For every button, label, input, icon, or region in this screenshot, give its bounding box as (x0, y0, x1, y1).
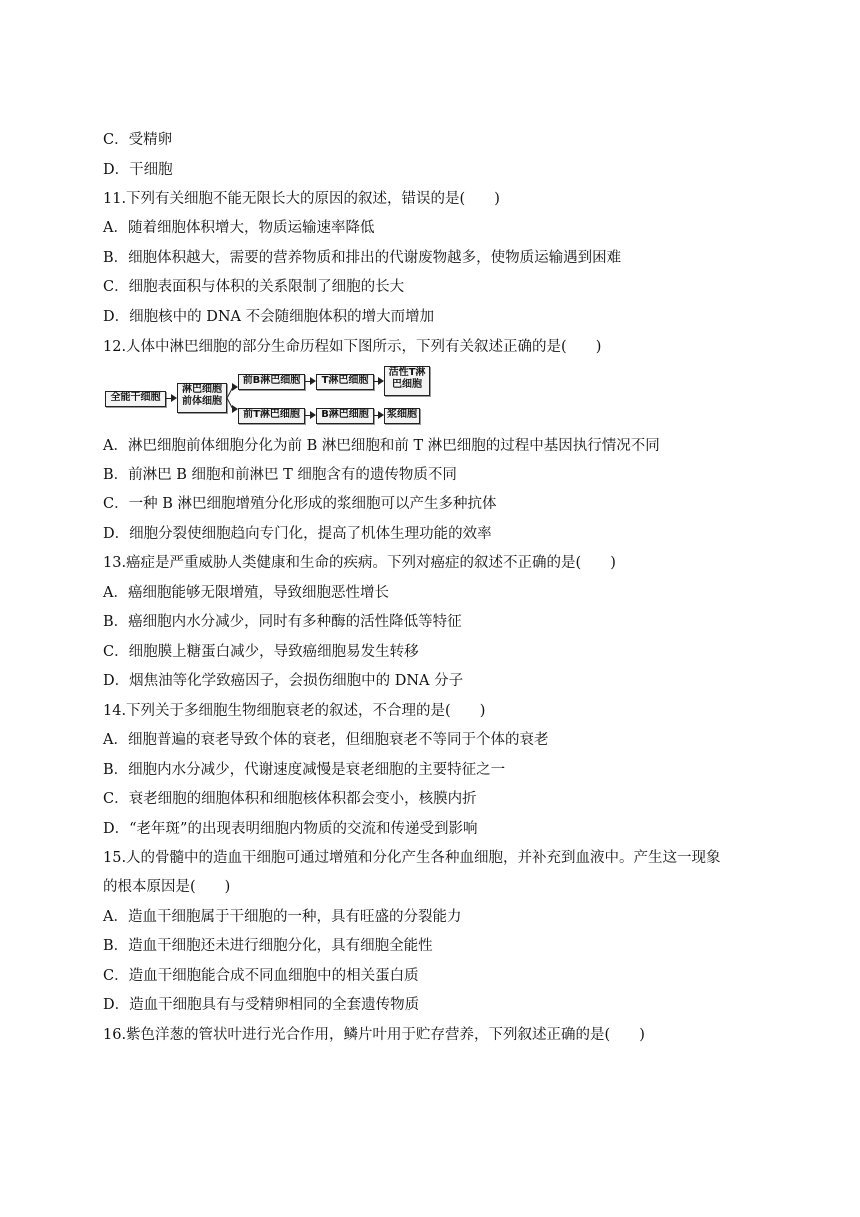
q14-option-a: A．细胞普遍的衰老导致个体的衰老，但细胞衰老不等同于个体的衰老 (103, 732, 549, 748)
q14-option-b: B．细胞内水分减少，代谢速度减慢是衰老细胞的主要特征之一 (103, 762, 506, 778)
q12-option-d: D．细胞分裂使细胞趋向专门化，提高了机体生理功能的效率 (103, 526, 492, 542)
box-precursor-line1: 淋巴细胞 (182, 384, 222, 395)
question-15-stem-line2: 的根本原因是( ) (103, 879, 231, 895)
question-11-stem: 11.下列有关细胞不能无限长大的原因的叙述，错误的是( ) (103, 191, 500, 207)
q15-option-c: C．造血干细胞能合成不同血细胞中的相关蛋白质 (103, 968, 419, 984)
question-13-stem: 13.癌症是严重威胁人类健康和生命的疾病。下列对癌症的叙述不正确的是( ) (103, 555, 616, 571)
question-12-stem: 12.人体中淋巴细胞的部分生命历程如下图所示，下列有关叙述正确的是( ) (103, 339, 602, 355)
q11-option-b: B．细胞体积越大，需要的营养物质和排出的代谢废物越多，使物质运输遇到困难 (103, 250, 622, 266)
question-15-stem-line1: 15.人的骨髓中的造血干细胞可通过增殖和分化产生各种血细胞，并补充到血液中。产生这一现象 (103, 850, 721, 866)
q13-option-b: B．癌细胞内水分减少，同时有多种酶的活性降低等特征 (103, 614, 462, 630)
lymphocyte-flow-diagram (103, 366, 433, 428)
option-d-stem-cell: D．干细胞 (103, 162, 173, 178)
box-stem-cell: 全能干细胞 (105, 391, 166, 407)
box-pre-b: 前B淋巴细胞 (238, 374, 305, 390)
q15-option-d: D．造血干细胞具有与受精卵相同的全套遗传物质 (103, 997, 420, 1013)
box-t-cell: T淋巴细胞 (316, 374, 374, 390)
q15-option-b: B．造血干细胞还未进行细胞分化，具有细胞全能性 (103, 938, 433, 954)
option-c-fertilized-egg: C．受精卵 (103, 132, 173, 148)
question-14-stem: 14.下列关于多细胞生物细胞衰老的叙述，不合理的是( ) (103, 703, 486, 719)
q12-option-c: C．一种 B 淋巴细胞增殖分化形成的浆细胞可以产生多种抗体 (103, 496, 497, 512)
q14-option-d: D．“老年斑”的出现表明细胞内物质的交流和传递受到影响 (103, 821, 478, 837)
q13-option-a: A．癌细胞能够无限增殖，导致细胞恶性增长 (103, 585, 389, 601)
q13-option-d: D．烟焦油等化学致癌因子，会损伤细胞中的 DNA 分子 (103, 673, 464, 689)
question-16-stem: 16.紫色洋葱的管状叶进行光合作用，鳞片叶用于贮存营养，下列叙述正确的是( ) (103, 1027, 645, 1043)
box-active-t (384, 366, 430, 396)
arrow-3 (232, 409, 236, 410)
q11-option-d: D．细胞核中的 DNA 不会随细胞体积的增大而增加 (103, 309, 435, 325)
q12-option-a: A．淋巴细胞前体细胞分化为前 B 淋巴细胞和前 T 淋巴细胞的过程中基因执行情况不同 (103, 438, 660, 454)
arrow-2 (232, 387, 236, 388)
arrow-1 (166, 398, 175, 399)
box-precursor (177, 383, 227, 413)
arrow-6 (305, 415, 314, 416)
q11-option-a: A．随着细胞体积增大，物质运输速率降低 (103, 220, 375, 236)
q15-option-a: A．造血干细胞属于干细胞的一种，具有旺盛的分裂能力 (103, 909, 462, 925)
arrow-4 (305, 381, 314, 382)
box-active-t-line1: 活性T淋 (388, 367, 426, 378)
box-b-cell: B淋巴细胞 (316, 408, 374, 424)
box-pre-t: 前T淋巴细胞 (238, 408, 305, 424)
q13-option-c: C．细胞膜上糖蛋白减少，导致癌细胞易发生转移 (103, 644, 419, 660)
box-active-t-line2: 巴细胞 (392, 379, 422, 390)
q14-option-c: C．衰老细胞的细胞体积和细胞核体积都会变小，核膜内折 (103, 791, 477, 807)
arrow-7 (374, 415, 382, 416)
arrow-5 (374, 381, 382, 382)
box-plasma: 浆细胞 (384, 408, 420, 424)
q12-option-b: B．前淋巴 B 细胞和前淋巴 T 细胞含有的遗传物质不同 (103, 467, 457, 483)
q11-option-c: C．细胞表面积与体积的关系限制了细胞的长大 (103, 279, 405, 295)
box-precursor-line2: 前体细胞 (182, 396, 222, 407)
